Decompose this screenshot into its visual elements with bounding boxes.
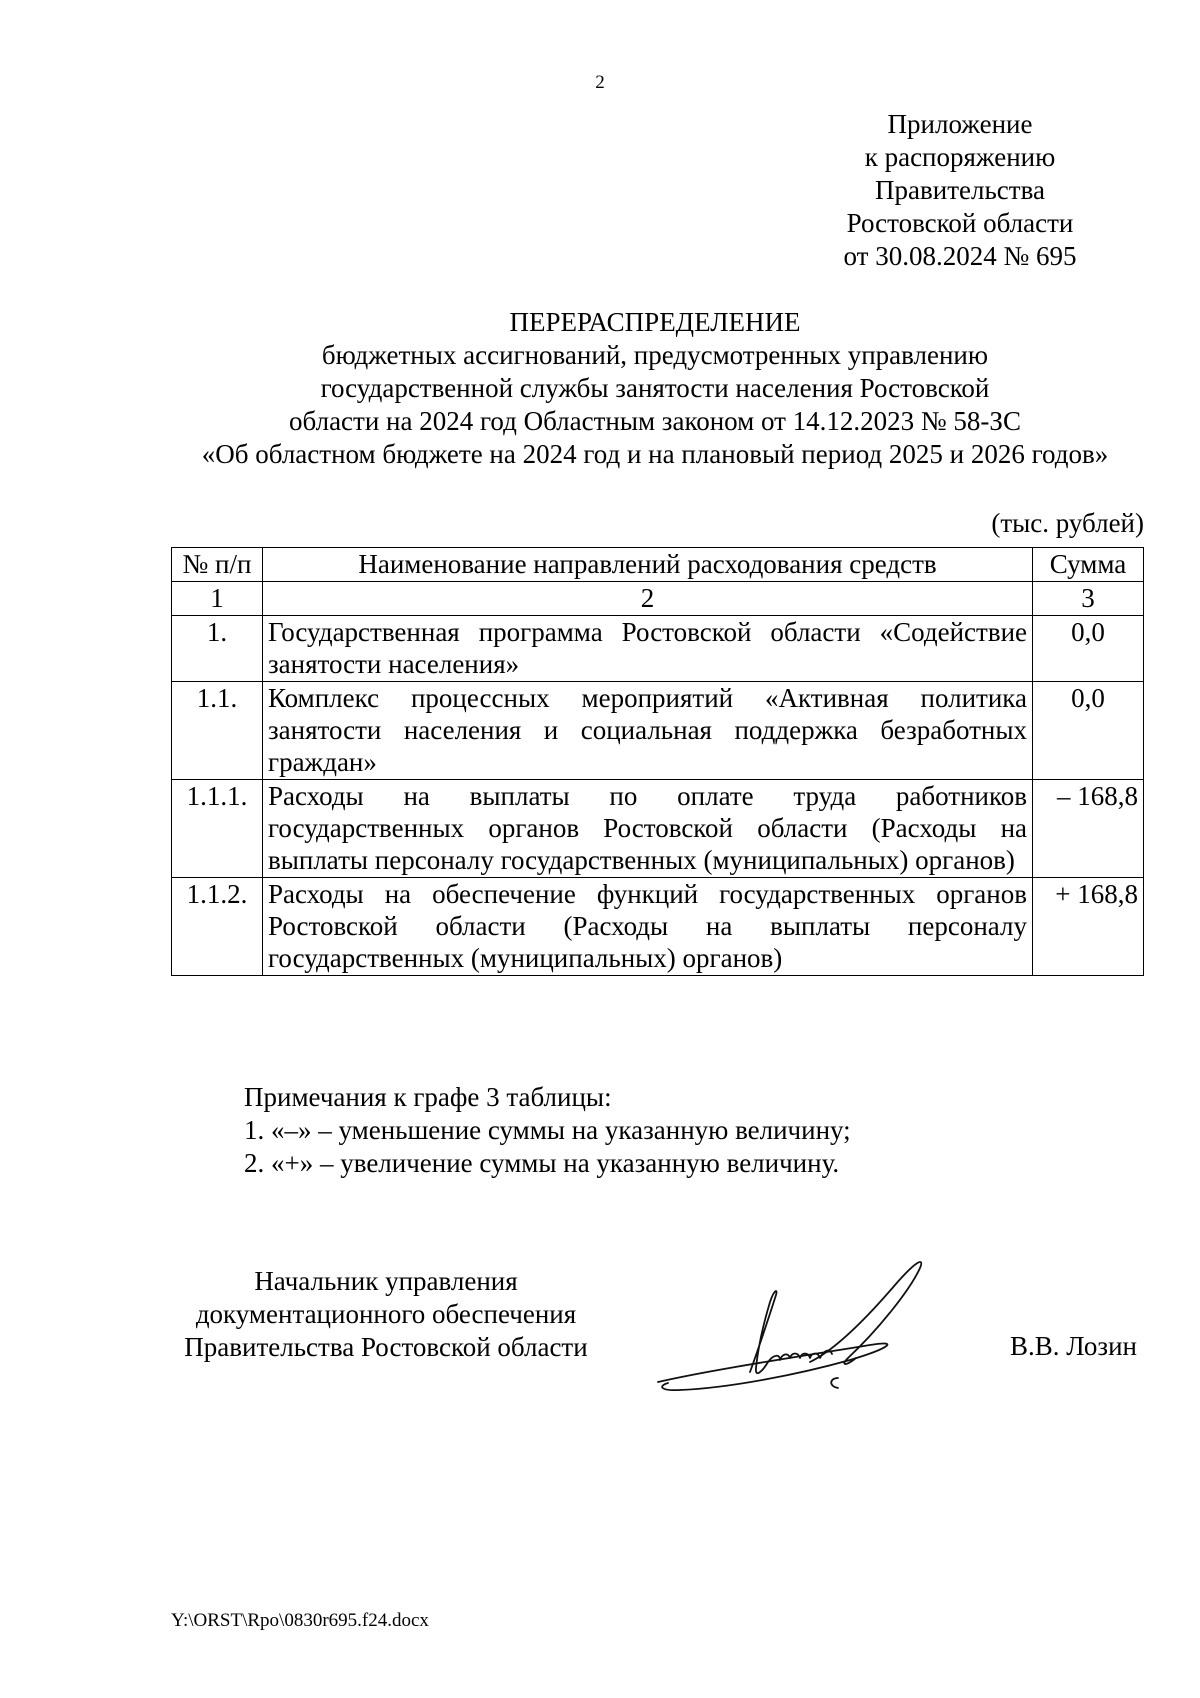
appendix-line: к распоряжению <box>864 142 1056 172</box>
signatory-name: В.В. Лозин <box>1010 1331 1137 1361</box>
title-line: государственной службы занятости населения Ростовской <box>320 373 990 403</box>
position-line: Правительства Ростовской области <box>184 1332 588 1362</box>
appendix-line: Приложение <box>887 109 1033 139</box>
row-sum: – 168,8 <box>1033 780 1144 878</box>
column-number: 2 <box>263 582 1033 616</box>
handwritten-signature <box>650 1250 980 1400</box>
header-num: № п/п <box>172 548 263 582</box>
position-line: Начальник управления <box>254 1266 518 1296</box>
column-number: 1 <box>172 582 263 616</box>
title-line: «Об областном бюджете на 2024 год и на плановый период 2025 и 2026 годов» <box>201 439 1109 469</box>
signatory-position <box>160 1265 612 1364</box>
notes-heading: Примечания к графе 3 таблицы: <box>244 1082 612 1112</box>
table-row <box>172 682 1144 780</box>
column-number: 3 <box>1033 582 1144 616</box>
column-number-row <box>172 582 1144 616</box>
row-name: Государственная программа Ростовской области «Содействие занятости населения» <box>263 616 1033 682</box>
title-line: бюджетных ассигнований, предусмотренных управлению <box>321 340 989 370</box>
row-name: Комплекс процессных мероприятий «Активная политика занятости населения и социальная поддержка безработных граждан» <box>263 682 1033 780</box>
footer-file-path: Y:\ORST\Rpo\0830r695.f24.docx <box>171 1610 429 1631</box>
title-heading: ПЕРЕРАСПРЕДЕЛЕНИЕ <box>509 307 801 337</box>
title-line: области на 2024 год Областным законом от 14.12.2023 № 58-ЗС <box>289 406 1021 436</box>
note-item: 2. «+» – увеличение суммы на указанную величину. <box>244 1148 840 1178</box>
appendix-line: от 30.08.2024 № 695 <box>843 241 1077 271</box>
row-num: 1.1. <box>172 682 263 780</box>
table-row <box>172 616 1144 682</box>
appendix-line: Правительства <box>875 175 1045 205</box>
row-name: Расходы на обеспечение функций государственных органов Ростовской области (Расходы на выплаты персоналу государственных (муниципальных) органов) <box>263 878 1033 976</box>
appendix-block <box>760 108 1160 273</box>
document-title <box>110 306 1200 471</box>
page-number: 2 <box>595 72 605 93</box>
row-sum: + 168,8 <box>1033 878 1144 976</box>
notes-block <box>244 1081 851 1180</box>
table-header-row <box>172 548 1144 582</box>
header-sum: Сумма <box>1033 548 1144 582</box>
row-sum: 0,0 <box>1033 616 1144 682</box>
row-num: 1.1.2. <box>172 878 263 976</box>
table-row <box>172 780 1144 878</box>
table-row <box>172 878 1144 976</box>
row-num: 1. <box>172 616 263 682</box>
row-num: 1.1.1. <box>172 780 263 878</box>
row-name: Расходы на выплаты по оплате труда работников государственных органов Ростовской области (Расходы на выплаты персоналу государственных (муниципальных) органов) <box>263 780 1033 878</box>
budget-table <box>171 547 1144 976</box>
row-sum: 0,0 <box>1033 682 1144 780</box>
appendix-line: Ростовской области <box>846 208 1074 238</box>
header-name: Наименование направлений расходования средств <box>263 548 1033 582</box>
position-line: документационного обеспечения <box>195 1299 577 1329</box>
units-label: (тыс. рублей) <box>991 508 1144 538</box>
note-item: 1. «–» – уменьшение суммы на указанную величину; <box>244 1115 851 1145</box>
